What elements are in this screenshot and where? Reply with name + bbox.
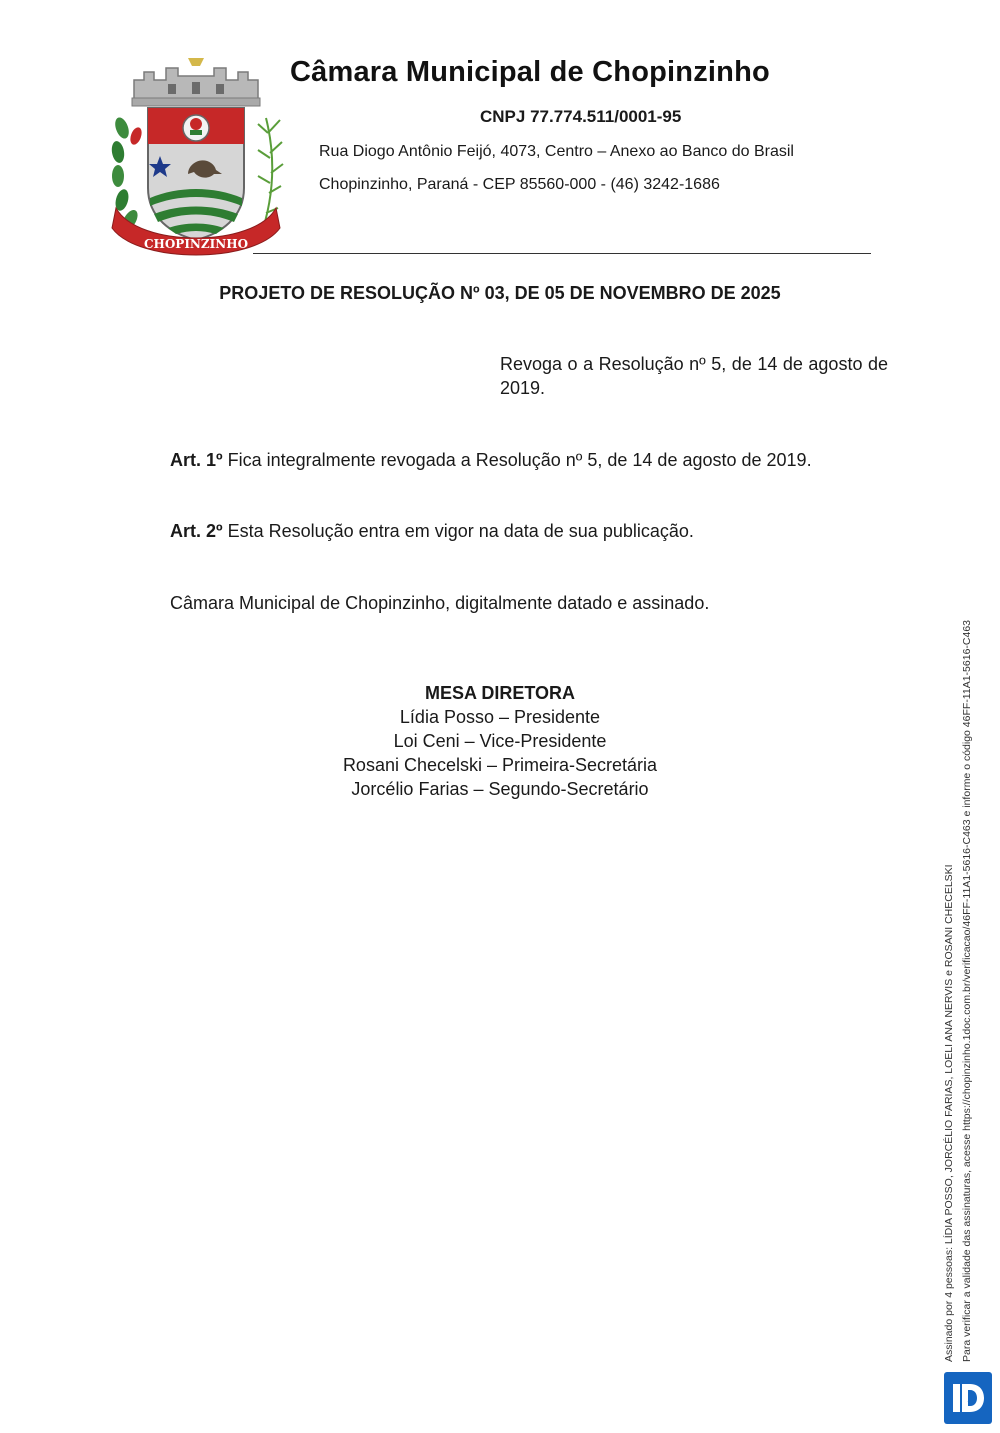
closing-line: Câmara Municipal de Chopinzinho, digitalmente datado e assinado. — [170, 593, 710, 613]
cnpj: CNPJ 77.774.511/0001-95 — [480, 107, 682, 126]
shield-icon — [148, 108, 244, 240]
document-title: PROJETO DE RESOLUÇÃO Nº 03, DE 05 DE NOVEMBRO DE 2025 — [219, 283, 781, 303]
verification-line[interactable]: Para verificar a validade das assinaturas, acesse https://chopinzinho.1doc.com.br/verificacao/46FF-11A1-5616-C463 e informe o código 46FF-11A1-5616-C463 — [961, 619, 973, 1362]
article-2-label: Art. 2º — [170, 521, 223, 541]
badge-text: 1D — [967, 1402, 969, 1403]
article-1-label: Art. 1º — [170, 450, 223, 470]
ementa: Revoga o a Resolução nº 5, de 14 de agosto de 2019. — [500, 354, 888, 398]
mesa-diretora — [0, 681, 1000, 801]
article-1 — [108, 448, 888, 472]
mesa-member: Lídia Posso – Presidente — [399, 707, 601, 727]
address-line: Rua Diogo Antônio Feijó, 4073, Centro – Anexo ao Banco do Brasil — [319, 143, 794, 160]
city-contact-line: Chopinzinho, Paraná - CEP 85560-000 - (46) 3242-1686 — [319, 176, 720, 193]
municipal-crest — [108, 58, 284, 258]
mesa-heading: MESA DIRETORA — [424, 683, 575, 703]
1doc-logo-icon — [944, 1372, 992, 1424]
signature-verification-strip — [940, 620, 976, 1362]
mesa-member: Loi Ceni – Vice-Presidente — [393, 731, 607, 751]
mural-crown-icon — [132, 58, 260, 106]
crest-ribbon-text: CHOPINZINHO — [143, 237, 249, 251]
header-divider — [253, 253, 871, 254]
1doc-badge[interactable] — [944, 1372, 992, 1424]
mesa-member: Jorcélio Farias – Segundo-Secretário — [351, 779, 649, 799]
mesa-member: Rosani Checelski – Primeira-Secretária — [342, 755, 658, 775]
signers-line: Assinado por 4 pessoas: LÍDIA POSSO, JORCÉLIO FARIAS, LOELI ANA NERVIS e ROSANI CHECELSKI — [943, 864, 955, 1362]
article-2-text: Esta Resolução entra em vigor na data de sua publicação. — [222, 521, 694, 541]
article-1-text: Fica integralmente revogada a Resolução nº 5, de 14 de agosto de 2019. — [222, 450, 812, 470]
article-2 — [170, 519, 694, 543]
org-title: Câmara Municipal de Chopinzinho — [290, 56, 770, 88]
